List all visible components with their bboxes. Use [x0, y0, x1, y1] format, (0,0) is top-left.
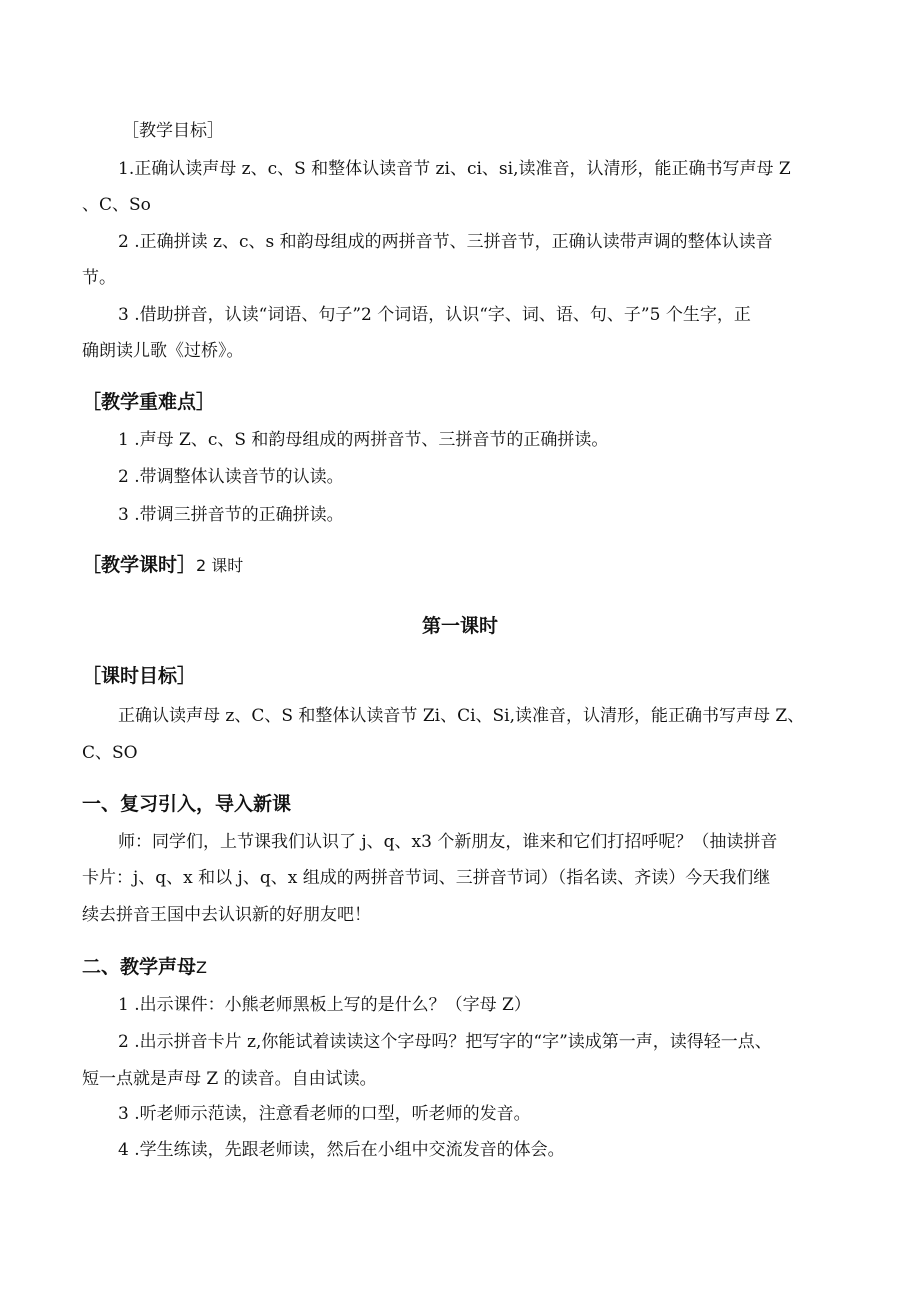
- key-point-3: 3 .带调三拼音节的正确拼读。: [118, 505, 344, 525]
- section-2-heading-text: 二、教学声母: [82, 956, 197, 978]
- lesson-goal-line-1: 正确认读声母 z、C、S 和整体认读音节 Zi、Ci、Si,读准音，认清形，能正确书写声母 Z、: [118, 706, 805, 726]
- objective-1-line-1: 1.正确认读声母 z、c、S 和整体认读音节 zi、ci、si,读准音，认清形，能正确书写声母 Z: [118, 159, 791, 179]
- key-points-heading: ［教学重难点］: [82, 391, 216, 413]
- section-1-line-1: 师：同学们，上节课我们认识了 j、q、x3 个新朋友，谁来和它们打招呼呢？（抽读拼音: [118, 832, 778, 852]
- section-2-heading-letter: Z: [196, 958, 207, 977]
- objective-3-line-1: 3 .借助拼音，认读“词语、句子”2 个词语，认识“字、词、语、句、子”5 个生字，正: [118, 305, 751, 325]
- section-2-item-3: 3 .听老师示范读，注意看老师的口型，听老师的发音。: [118, 1104, 531, 1124]
- teaching-hours-value: 2 课时: [196, 556, 244, 575]
- lesson-goal-line-2: C、SO: [82, 743, 138, 763]
- objective-2-line-2: 节。: [82, 268, 116, 288]
- section-2-item-2-line-2: 短一点就是声母 Z 的读音。自由试读。: [82, 1069, 377, 1089]
- section-1-line-2: 卡片：j、q、x 和以 j、q、x 组成的两拼音节词、三拼音节词）（指名读、齐读）今天我们继: [82, 868, 771, 888]
- lesson-title: 第一课时: [421, 615, 498, 637]
- section-2-heading: [82, 955, 207, 980]
- key-point-2: 2 .带调整体认读音节的认读。: [118, 467, 344, 487]
- objectives-heading: ［教学目标］: [122, 121, 224, 141]
- section-1-line-3: 续去拼音王国中去认识新的好朋友吧！: [82, 905, 371, 925]
- objective-1-line-2: 、C、So: [82, 195, 151, 215]
- section-1-heading: 一、复习引入，导入新课: [82, 793, 292, 815]
- section-2-item-2-line-1: 2 .出示拼音卡片 z,你能试着读读这个字母吗？把写字的“字”读成第一声，读得轻一点、: [118, 1032, 772, 1052]
- teaching-hours: [82, 553, 243, 578]
- section-2-item-1: 1 .出示课件：小熊老师黑板上写的是什么？（字母 Z）: [118, 995, 531, 1015]
- objective-2-line-1: 2 .正确拼读 z、c、s 和韵母组成的两拼音节、三拼音节，正确认读带声调的整体认读音: [118, 232, 773, 252]
- section-2-item-4: 4 .学生练读，先跟老师读，然后在小组中交流发音的体会。: [118, 1140, 565, 1160]
- objective-3-line-2: 确朗读儿歌《过桥》。: [82, 341, 244, 361]
- lesson-goal-heading: ［课时目标］: [82, 665, 197, 687]
- key-point-1: 1 .声母 Z、c、S 和韵母组成的两拼音节、三拼音节的正确拼读。: [118, 430, 609, 450]
- teaching-hours-heading: ［教学课时］: [82, 554, 197, 576]
